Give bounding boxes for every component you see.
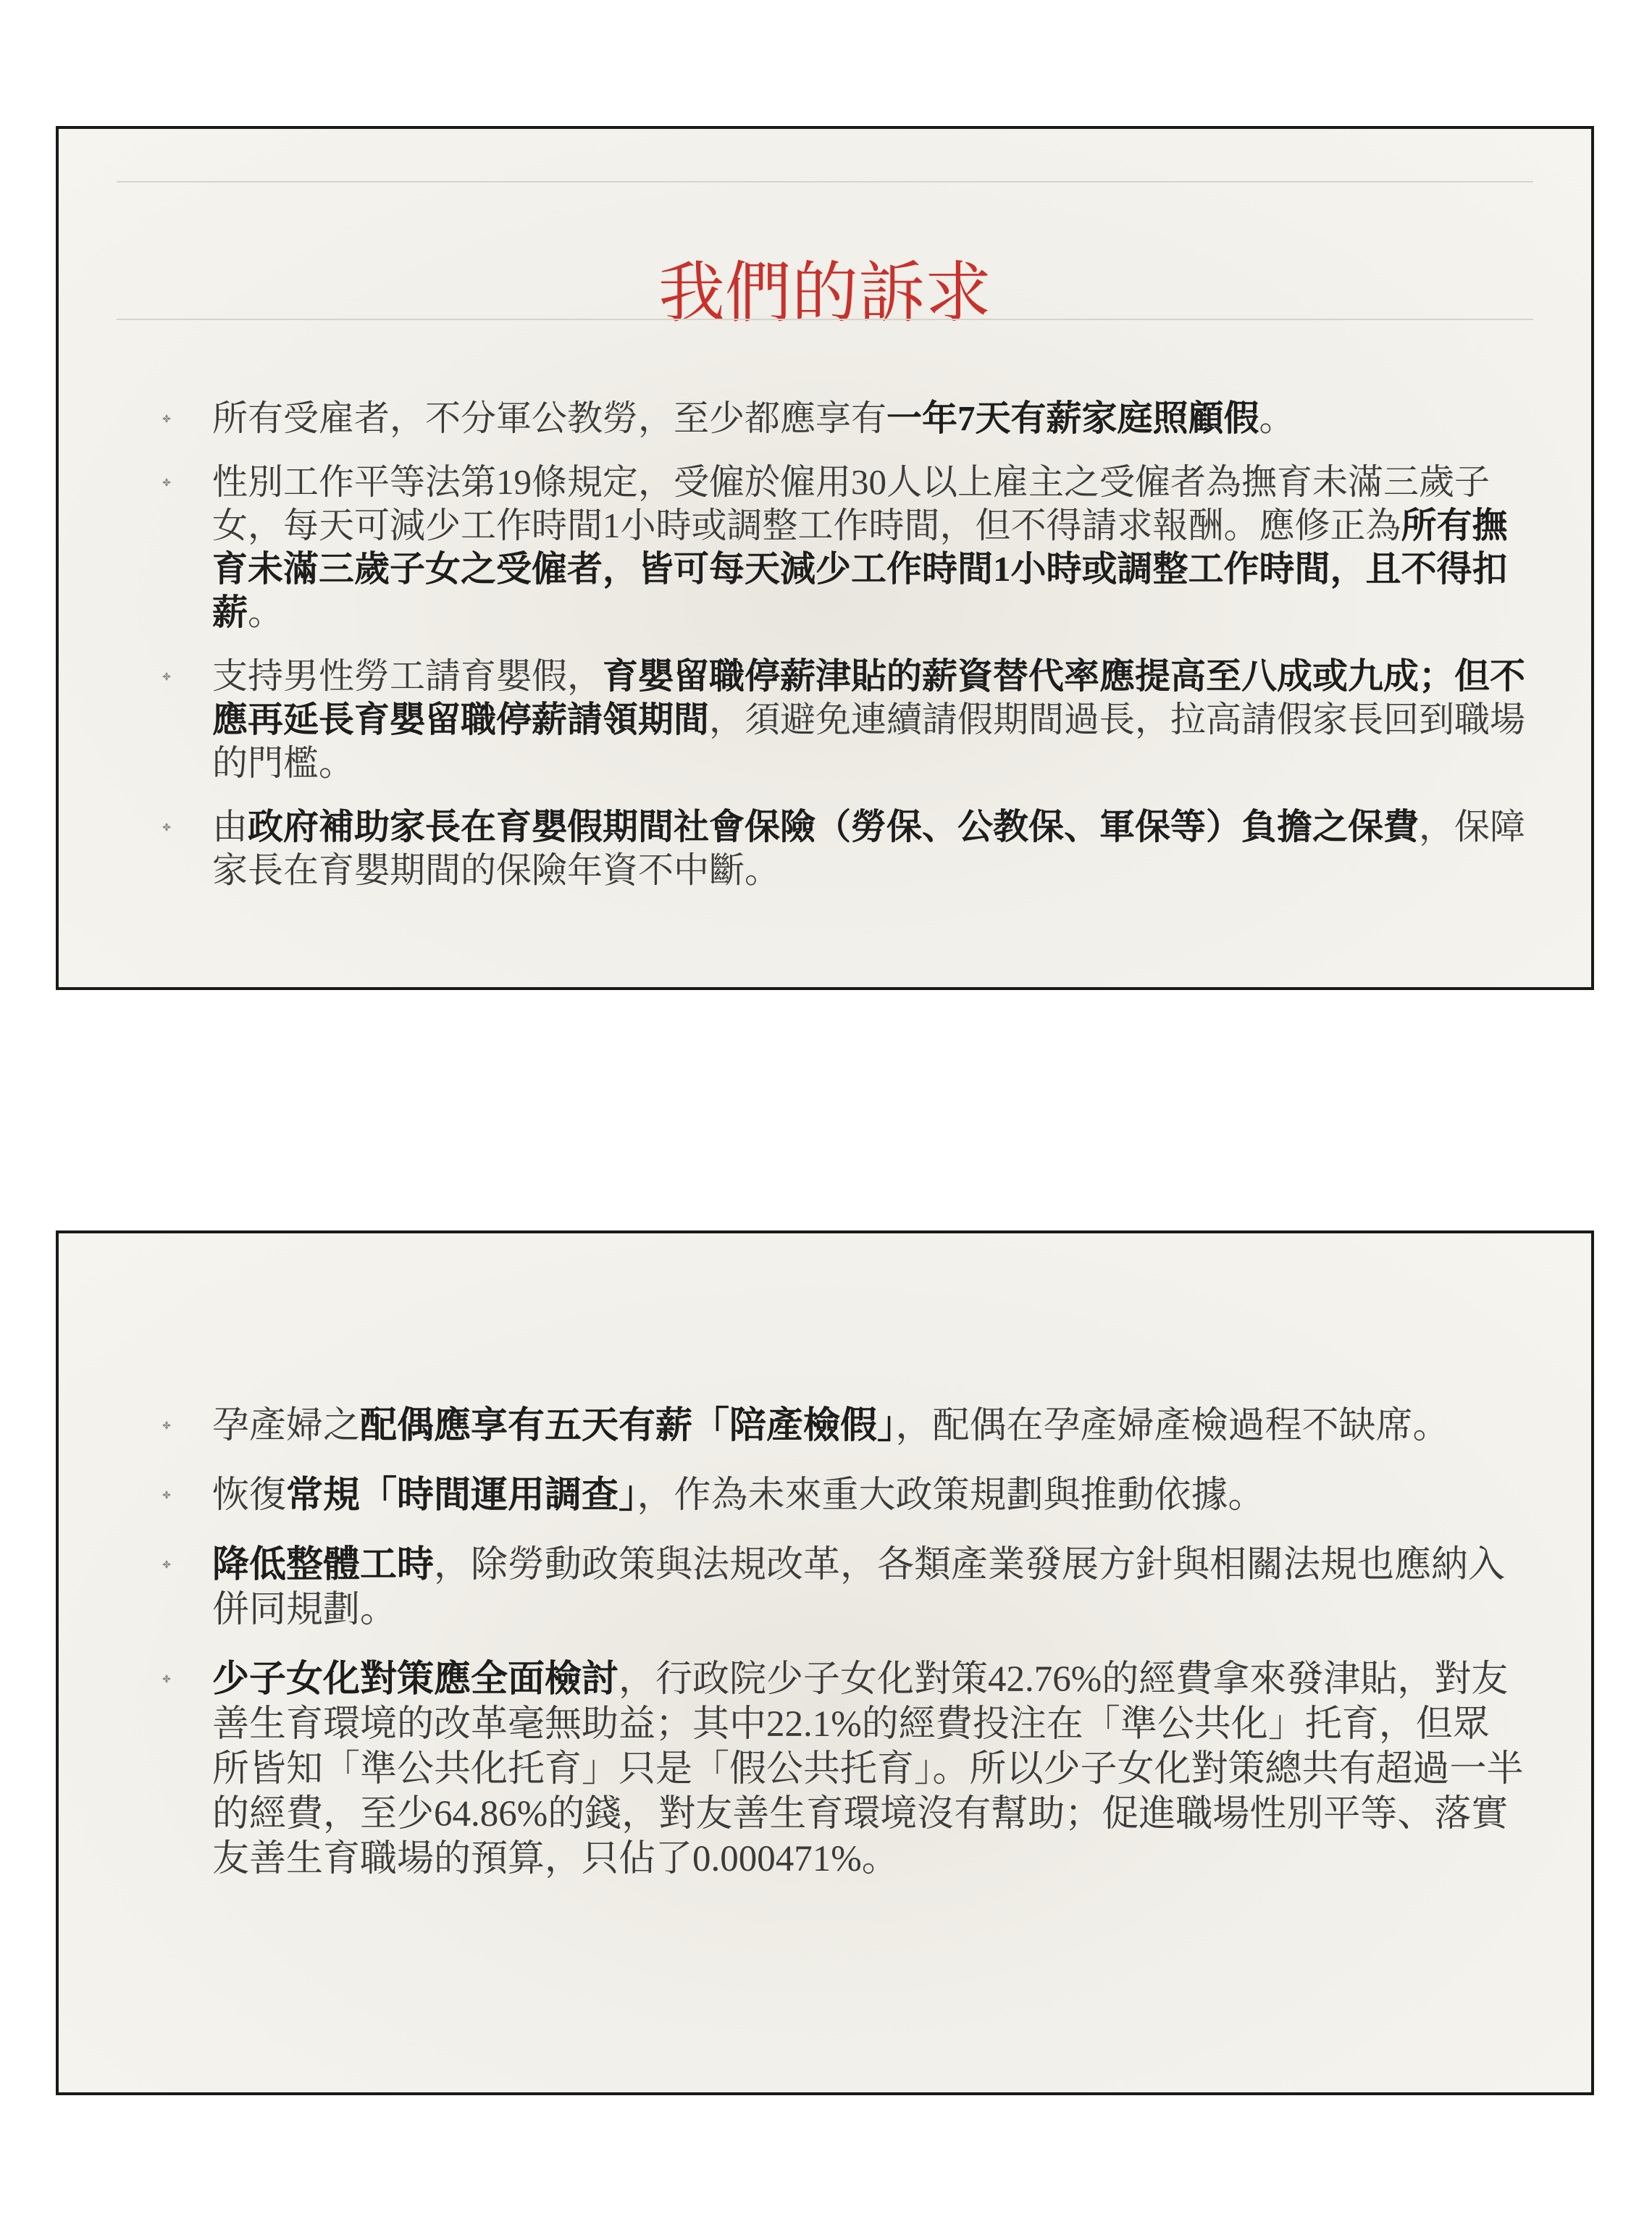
diamond-cluster-icon [162, 823, 171, 831]
bullet-text: ，行政院少子女化對策42.76%的經費拿來發津貼，對友善生育環境的改革毫無助益；其中22.1%的經費投注在「準公共化」托育，但眾所皆知「準公共化托育」只是「假公共托育」。所以少子女化對策總共有超過一半的經費，至少64.86%的錢，對友善生育環境沒有幫助；促進職場性別平等、落實友善生育職場的預算，只佔了0.000471%。 [212, 1659, 1524, 1879]
bullet-text: 孕產婦之 [212, 1406, 361, 1446]
bullet-list [154, 397, 1526, 913]
bullet-text-emphasis: 一年7天有薪家庭照顧假 [886, 398, 1259, 438]
bullet-text: ，作為未來重大政策規劃與推動依據。 [637, 1475, 1265, 1516]
diamond-cluster-icon [162, 1560, 171, 1569]
title-rule-top [117, 181, 1533, 183]
bullet-text: 性別工作平等法第19條規定，受僱於僱用30人以上雇主之受僱者為撫育未滿三歲子女，每天可減少工作時間1小時或調整工作時間，但不得請求報酬。應修正為 [212, 462, 1490, 545]
bullet-text: 支持男性勞工請育嬰假， [212, 656, 603, 696]
bullet-item [154, 397, 1526, 440]
bullet-text-emphasis: 少子女化對策應全面檢討 [212, 1659, 619, 1700]
bullet-text: ，除勞動政策與法規改革，各類產業發展方針與相關法規也應納入併同規劃。 [212, 1545, 1506, 1630]
slide-title: 我們的訴求 [658, 256, 991, 330]
bullet-item [154, 1657, 1526, 1882]
diamond-cluster-icon [162, 1490, 171, 1499]
bullet-text-emphasis: 配偶應享有五天有薪「陪產檢假」 [360, 1406, 896, 1446]
bullet-item [154, 1473, 1526, 1518]
bullet-text: 。 [248, 592, 284, 632]
diamond-cluster-icon [162, 414, 171, 423]
bullet-text-emphasis: 政府補助家長在育嬰假期間社會保險（勞保、公教保、軍保等）負擔之保費 [248, 807, 1420, 847]
bullet-text: 由 [212, 807, 248, 847]
bullet-item [154, 461, 1526, 634]
bullet-item [154, 655, 1526, 785]
bullet-item [154, 1543, 1526, 1632]
slide-1 [56, 126, 1594, 990]
diamond-cluster-icon [162, 1421, 171, 1430]
bullet-text-emphasis: 降低整體工時 [212, 1545, 435, 1585]
bullet-text: ，須避免連續請假期間過長，拉高請假家長回到職場的門檻。 [212, 700, 1526, 783]
diamond-cluster-icon [162, 1674, 171, 1683]
diamond-cluster-icon [162, 478, 171, 487]
bullet-text-emphasis: 所有撫育未滿三歲子女之受僱者，皆可每天減少工作時間1小時或調整工作時間，且不得扣薪 [212, 506, 1508, 632]
bullet-text-emphasis: 育嬰留職停薪津貼的薪資替代率應提高至八成或九成；但不應再延長育嬰留職停薪請領期間 [212, 656, 1526, 739]
bullet-text: 。 [1259, 398, 1295, 438]
title-rule-bottom [117, 319, 1533, 320]
bullet-text: 所有受雇者，不分軍公教勞，至少都應享有 [212, 398, 887, 438]
bullet-text: 恢復 [212, 1475, 287, 1516]
bullet-text-emphasis: 常規「時間運用調查」 [286, 1475, 637, 1516]
bullet-item [154, 1404, 1526, 1448]
bullet-text: ，保障家長在育嬰期間的保險年資不中斷。 [212, 807, 1526, 890]
bullet-list [154, 1404, 1526, 1906]
diamond-cluster-icon [162, 672, 171, 681]
bullet-text: ，配偶在孕產婦產檢過程不缺席。 [895, 1406, 1450, 1446]
slide-2 [56, 1230, 1594, 2095]
bullet-item [154, 805, 1526, 892]
